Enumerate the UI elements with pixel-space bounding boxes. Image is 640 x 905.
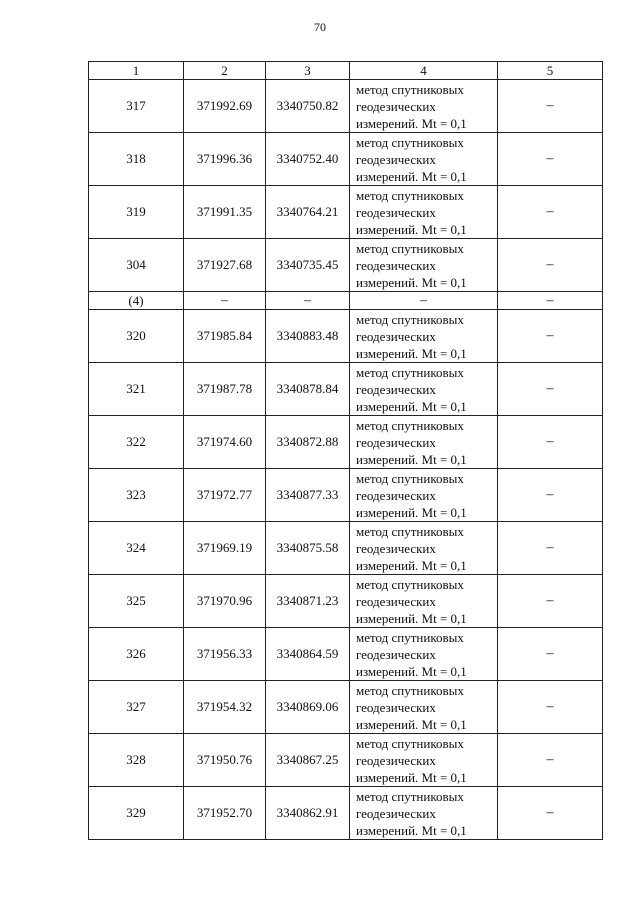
point-id-cell: 325	[89, 575, 184, 628]
method-text: измерений. Mt = 0,1	[356, 610, 467, 626]
note-cell: –	[498, 734, 603, 787]
x-coordinate-cell: 371970.96	[184, 575, 266, 628]
method-text: геодезических	[356, 434, 436, 450]
table-row	[89, 310, 603, 363]
method-text: измерений. Mt = 0,1	[356, 345, 467, 361]
point-id-cell: 319	[89, 186, 184, 239]
method-text: метод спутниковых	[356, 523, 464, 539]
y-coordinate-cell: 3340867.25	[266, 734, 350, 787]
x-coordinate-cell: 371950.76	[184, 734, 266, 787]
method-text: измерений. Mt = 0,1	[356, 168, 467, 184]
method-text: измерений. Mt = 0,1	[356, 822, 467, 838]
method-text: измерений. Mt = 0,1	[356, 451, 467, 467]
table-row	[89, 734, 603, 787]
note-cell: –	[498, 469, 603, 522]
separator-dash-cell: –	[184, 292, 266, 310]
method-text: измерений. Mt = 0,1	[356, 663, 467, 679]
method-cell	[350, 469, 498, 522]
separator-dash-cell: –	[350, 292, 498, 310]
method-cell	[350, 133, 498, 186]
point-id-cell: 327	[89, 681, 184, 734]
y-coordinate-cell: 3340878.84	[266, 363, 350, 416]
note-cell: –	[498, 575, 603, 628]
method-text: измерений. Mt = 0,1	[356, 221, 467, 237]
method-text: метод спутниковых	[356, 364, 464, 380]
column-header: 5	[498, 62, 603, 80]
point-id-cell: 320	[89, 310, 184, 363]
note-cell: –	[498, 310, 603, 363]
method-cell	[350, 787, 498, 840]
method-text: геодезических	[356, 98, 436, 114]
x-coordinate-cell: 371985.84	[184, 310, 266, 363]
column-header: 1	[89, 62, 184, 80]
point-id-cell: 317	[89, 80, 184, 133]
contour-label-cell: (4)	[89, 292, 184, 310]
point-id-cell: 304	[89, 239, 184, 292]
x-coordinate-cell: 371996.36	[184, 133, 266, 186]
y-coordinate-cell: 3340750.82	[266, 80, 350, 133]
note-cell: –	[498, 416, 603, 469]
table-row	[89, 80, 603, 133]
method-text: измерений. Mt = 0,1	[356, 716, 467, 732]
method-cell	[350, 310, 498, 363]
method-text: измерений. Mt = 0,1	[356, 115, 467, 131]
column-header: 3	[266, 62, 350, 80]
y-coordinate-cell: 3340864.59	[266, 628, 350, 681]
table-row	[89, 186, 603, 239]
point-id-cell: 322	[89, 416, 184, 469]
method-text: геодезических	[356, 151, 436, 167]
method-cell	[350, 734, 498, 787]
method-text: метод спутниковых	[356, 240, 464, 256]
page-number: 70	[314, 20, 326, 34]
y-coordinate-cell: 3340752.40	[266, 133, 350, 186]
method-text: геодезических	[356, 540, 436, 556]
separator-dash-cell: –	[266, 292, 350, 310]
table-row	[89, 133, 603, 186]
note-cell: –	[498, 133, 603, 186]
point-id-cell: 323	[89, 469, 184, 522]
y-coordinate-cell: 3340871.23	[266, 575, 350, 628]
point-id-cell: 328	[89, 734, 184, 787]
table-row	[89, 681, 603, 734]
method-text: геодезических	[356, 646, 436, 662]
table-row	[89, 787, 603, 840]
y-coordinate-cell: 3340764.21	[266, 186, 350, 239]
table-row	[89, 416, 603, 469]
method-text: геодезических	[356, 593, 436, 609]
method-text: метод спутниковых	[356, 81, 464, 97]
method-text: геодезических	[356, 805, 436, 821]
table-row	[89, 363, 603, 416]
x-coordinate-cell: 371969.19	[184, 522, 266, 575]
method-cell	[350, 186, 498, 239]
column-header: 2	[184, 62, 266, 80]
x-coordinate-cell: 371974.60	[184, 416, 266, 469]
y-coordinate-cell: 3340862.91	[266, 787, 350, 840]
method-text: геодезических	[356, 487, 436, 503]
method-text: геодезических	[356, 328, 436, 344]
x-coordinate-cell: 371954.32	[184, 681, 266, 734]
method-cell	[350, 628, 498, 681]
coordinates-table	[88, 61, 603, 840]
method-text: геодезических	[356, 752, 436, 768]
method-text: метод спутниковых	[356, 735, 464, 751]
x-coordinate-cell: 371952.70	[184, 787, 266, 840]
y-coordinate-cell: 3340875.58	[266, 522, 350, 575]
separator-row	[89, 292, 603, 310]
method-text: измерений. Mt = 0,1	[356, 769, 467, 785]
x-coordinate-cell: 371972.77	[184, 469, 266, 522]
column-header: 4	[350, 62, 498, 80]
table-row	[89, 522, 603, 575]
method-text: метод спутниковых	[356, 682, 464, 698]
method-text: метод спутниковых	[356, 417, 464, 433]
point-id-cell: 329	[89, 787, 184, 840]
point-id-cell: 318	[89, 133, 184, 186]
method-text: метод спутниковых	[356, 788, 464, 804]
method-cell	[350, 575, 498, 628]
method-text: измерений. Mt = 0,1	[356, 557, 467, 573]
table-row	[89, 469, 603, 522]
method-text: метод спутниковых	[356, 134, 464, 150]
point-id-cell: 324	[89, 522, 184, 575]
method-text: метод спутниковых	[356, 187, 464, 203]
method-text: метод спутниковых	[356, 576, 464, 592]
method-text: метод спутниковых	[356, 470, 464, 486]
y-coordinate-cell: 3340735.45	[266, 239, 350, 292]
table-body	[89, 80, 603, 840]
y-coordinate-cell: 3340872.88	[266, 416, 350, 469]
table-row	[89, 575, 603, 628]
note-cell: –	[498, 787, 603, 840]
note-cell: –	[498, 681, 603, 734]
point-id-cell: 321	[89, 363, 184, 416]
x-coordinate-cell: 371956.33	[184, 628, 266, 681]
method-cell	[350, 363, 498, 416]
separator-dash-cell: –	[498, 292, 603, 310]
note-cell: –	[498, 239, 603, 292]
note-cell: –	[498, 522, 603, 575]
method-text: геодезических	[356, 204, 436, 220]
y-coordinate-cell: 3340883.48	[266, 310, 350, 363]
x-coordinate-cell: 371991.35	[184, 186, 266, 239]
x-coordinate-cell: 371992.69	[184, 80, 266, 133]
point-id-cell: 326	[89, 628, 184, 681]
method-cell	[350, 681, 498, 734]
method-cell	[350, 416, 498, 469]
header-row	[89, 62, 603, 80]
method-text: геодезических	[356, 699, 436, 715]
method-text: метод спутниковых	[356, 311, 464, 327]
method-text: геодезических	[356, 381, 436, 397]
note-cell: –	[498, 80, 603, 133]
method-text: измерений. Mt = 0,1	[356, 504, 467, 520]
y-coordinate-cell: 3340877.33	[266, 469, 350, 522]
method-cell	[350, 239, 498, 292]
note-cell: –	[498, 363, 603, 416]
method-text: метод спутниковых	[356, 629, 464, 645]
table-row	[89, 239, 603, 292]
note-cell: –	[498, 186, 603, 239]
x-coordinate-cell: 371927.68	[184, 239, 266, 292]
method-text: измерений. Mt = 0,1	[356, 398, 467, 414]
note-cell: –	[498, 628, 603, 681]
y-coordinate-cell: 3340869.06	[266, 681, 350, 734]
x-coordinate-cell: 371987.78	[184, 363, 266, 416]
method-cell	[350, 522, 498, 575]
method-text: измерений. Mt = 0,1	[356, 274, 467, 290]
table-row	[89, 628, 603, 681]
method-text: геодезических	[356, 257, 436, 273]
method-cell	[350, 80, 498, 133]
